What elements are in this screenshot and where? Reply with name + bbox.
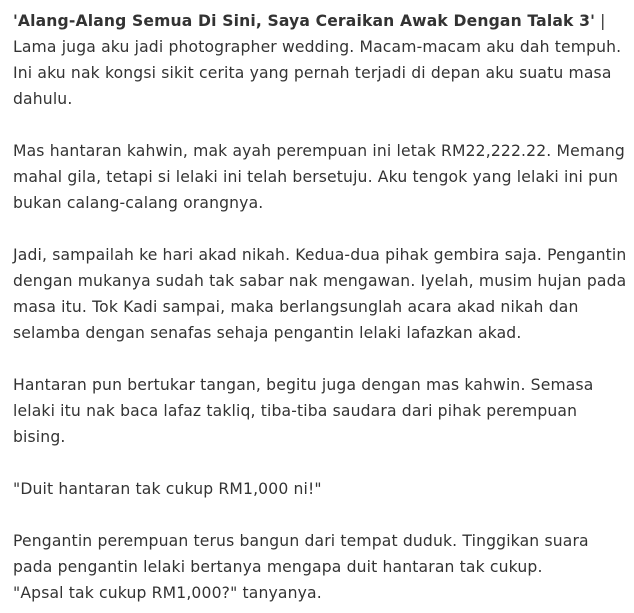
paragraph-quote: "Duit hantaran tak cukup RM1,000 ni!" [13,480,322,498]
article-intro-paragraph [13,8,628,112]
paragraph-final [13,528,628,606]
final-text-1: Pengantin perempuan terus bangun dari tempat duduk. Tinggikan suara pada pengantin lelaki bertanya mengapa duit hantaran tak cukup. [13,532,589,576]
paragraph-takliq: Hantaran pun bertukar tangan, begitu juga dengan mas kahwin. Semasa lelaki itu nak baca lafaz takliq, tiba-tiba saudara dari pihak perempuan bising. [13,376,594,446]
article-body [13,8,628,606]
intro-text: Lama juga aku jadi photographer wedding. Macam-macam aku dah tempuh. Ini aku nak kongsi sikit cerita yang pernah terjadi di depan aku suatu masa dahulu. [13,38,622,108]
article-title: 'Alang-Alang Semua Di Sini, Saya Ceraikan Awak Dengan Talak 3' [13,12,596,30]
paragraph-akad-nikah: Jadi, sampailah ke hari akad nikah. Kedua-dua pihak gembira saja. Pengantin dengan mukanya sudah tak sabar nak mengawan. Iyelah, musim hujan pada masa itu. Tok Kadi sampai, maka berlangsunglah acara akad nikah dan selamba dengan senafas sehaja pengantin lelaki lafazkan akad. [13,246,627,342]
title-separator: | [595,12,606,30]
final-text-2: "Apsal tak cukup RM1,000?" tanyanya. [13,584,322,602]
paragraph-hantaran: Mas hantaran kahwin, mak ayah perempuan ini letak RM22,222.22. Memang mahal gila, tetapi si lelaki ini telah bersetuju. Aku tengok yang lelaki ini pun bukan calang-calang orangnya. [13,142,625,212]
